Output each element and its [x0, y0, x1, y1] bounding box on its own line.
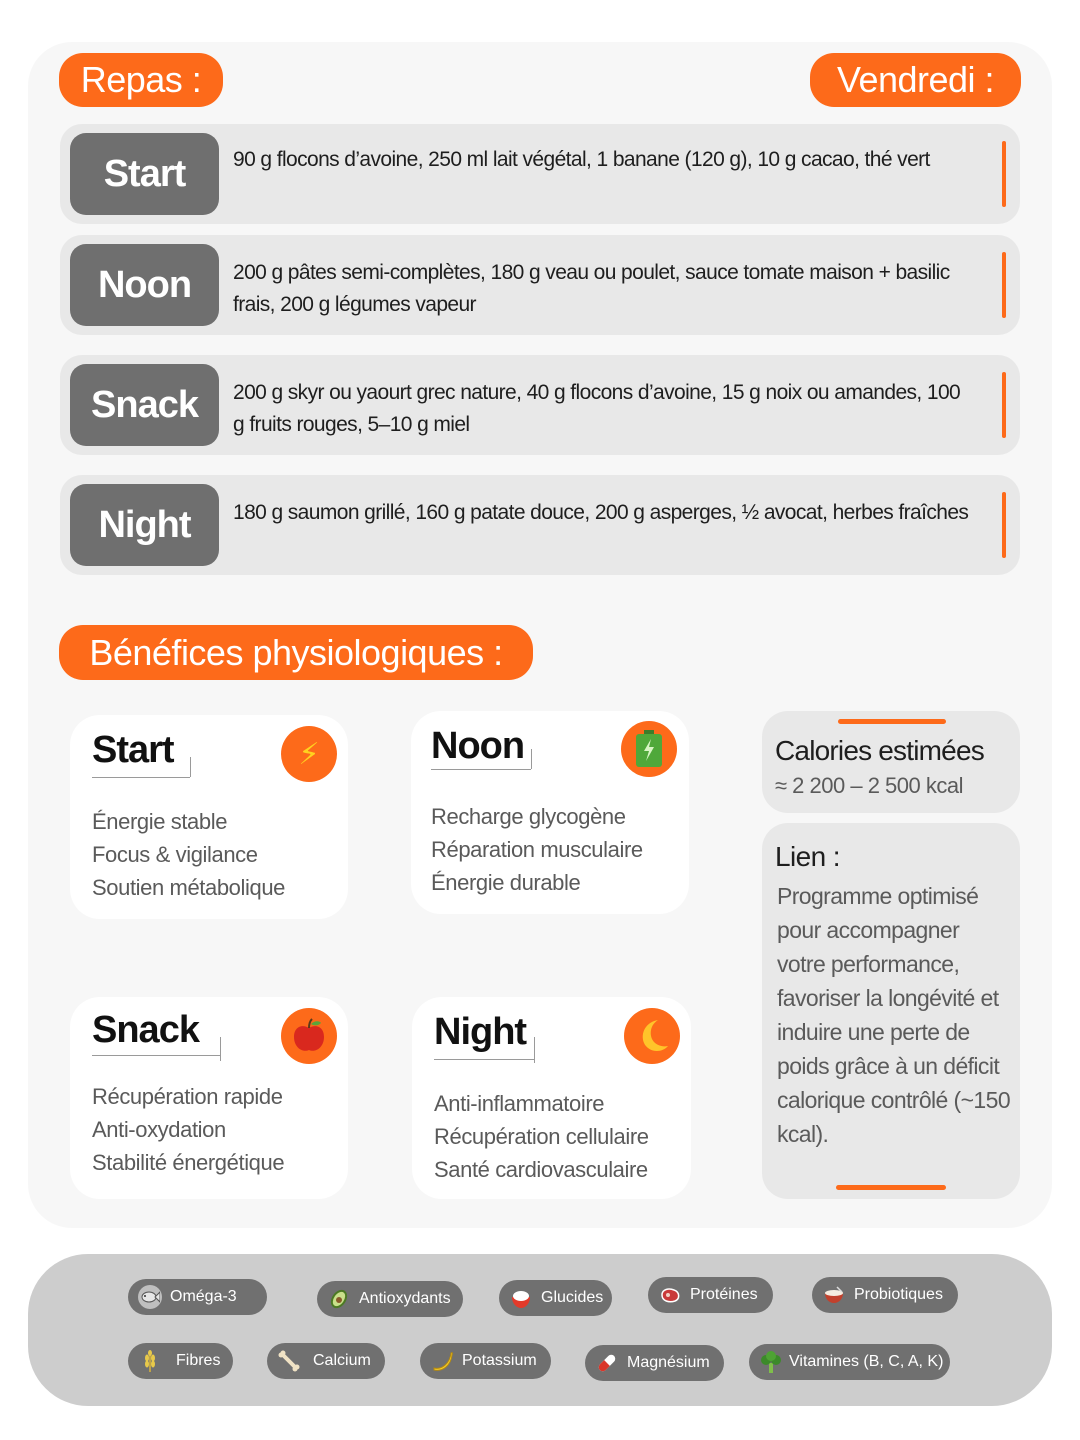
- benefit-title: Night: [434, 1011, 527, 1053]
- benefit-list: [434, 1087, 649, 1186]
- benefit-card-night: [412, 997, 691, 1199]
- day-header: Vendredi :: [810, 53, 1021, 107]
- moon-icon: [624, 1008, 680, 1064]
- battery-icon: [621, 721, 677, 777]
- bone-icon: [277, 1349, 301, 1373]
- benefit-card-noon: [411, 711, 689, 914]
- meal-description: 180 g saumon grillé, 160 g patate douce, 200 g asperges, ½ avocat, herbes fraîches: [233, 501, 969, 524]
- title-underline: [92, 777, 190, 778]
- nutrient-label: Probiotiques: [854, 1286, 943, 1303]
- meat-icon: [658, 1283, 682, 1307]
- nutrient-chip-vitamines: [749, 1344, 950, 1380]
- apple-icon: [281, 1008, 337, 1064]
- nutrient-label: Glucides: [541, 1289, 604, 1306]
- title-underline: [431, 769, 531, 770]
- benefit-item: Soutien métabolique: [92, 875, 285, 900]
- title-underline-tick: [534, 1037, 535, 1063]
- nutrient-label: Fibres: [176, 1352, 221, 1369]
- nutrient-chip-proteines: [648, 1277, 773, 1313]
- lien-text: Programme optimisé pour accompagner votre performance, favoriser la longévité et induire une perte de poids grâce à un déficit calorique contrôlé (~150 kcal).: [777, 883, 1011, 1147]
- nutrient-label: Antioxydants: [359, 1290, 451, 1307]
- nutrient-label: Oméga-3: [170, 1288, 237, 1305]
- meal-label: Night: [70, 484, 219, 566]
- benefit-item: Santé cardiovasculaire: [434, 1157, 648, 1182]
- benefit-item: Focus & vigilance: [92, 842, 258, 867]
- title-underline-tick: [220, 1037, 221, 1061]
- title-underline-tick: [190, 757, 191, 777]
- benefit-item: Énergie stable: [92, 809, 228, 834]
- meal-description: 200 g skyr ou yaourt grec nature, 40 g flocons d’avoine, 15 g noix ou amandes, 100 g fruits rouges, 5–10 g miel: [233, 381, 961, 436]
- nutrient-chip-calcium: [267, 1343, 385, 1379]
- benefit-item: Énergie durable: [431, 870, 581, 895]
- wheat-icon: [138, 1349, 162, 1373]
- benefits-title: Bénéfices physiologiques :: [59, 625, 533, 680]
- benefit-item: Récupération rapide: [92, 1084, 283, 1109]
- meal-row-snack: [60, 355, 1020, 455]
- title-underline: [92, 1055, 220, 1056]
- benefit-item: Anti-inflammatoire: [434, 1091, 605, 1116]
- nutrient-chip-antioxydants: [317, 1281, 463, 1317]
- calories-title: Calories estimées: [775, 735, 984, 766]
- pill-icon: [595, 1351, 619, 1375]
- meal-row-start: [60, 124, 1020, 224]
- benefit-item: Stabilité énergétique: [92, 1150, 285, 1175]
- accent-dash: [836, 1185, 946, 1190]
- meal-label: Snack: [70, 364, 219, 446]
- benefit-item: Récupération cellulaire: [434, 1124, 649, 1149]
- nutrient-chip-fibres: [128, 1343, 233, 1379]
- lien-box: [762, 823, 1020, 1199]
- calories-box: [762, 711, 1020, 813]
- meal-label: Noon: [70, 244, 219, 326]
- nutrient-label: Calcium: [313, 1352, 371, 1369]
- banana-icon: [430, 1349, 454, 1373]
- meal-description: 200 g pâtes semi-complètes, 180 g veau ou poulet, sauce tomate maison + basilic frais, 200 g légumes vapeur: [233, 261, 950, 316]
- benefit-title: Start: [92, 729, 174, 771]
- nutrient-label: Protéines: [690, 1286, 758, 1303]
- lightning-icon: ⚡: [281, 726, 337, 782]
- bowl-icon: [822, 1283, 846, 1307]
- nutrient-chip-probiotiques: [812, 1277, 958, 1313]
- avocado-icon: [327, 1287, 351, 1311]
- nutrient-chip-magnesium: [585, 1345, 724, 1381]
- calories-value: ≈ 2 200 – 2 500 kcal: [775, 773, 963, 798]
- lien-title: Lien :: [775, 841, 840, 872]
- title-underline: [434, 1059, 534, 1060]
- meal-row-night: [60, 475, 1020, 575]
- benefit-item: Recharge glycogène: [431, 804, 626, 829]
- benefit-card-snack: [70, 997, 348, 1199]
- benefit-card-start: [70, 715, 348, 919]
- meal-label: Start: [70, 133, 219, 215]
- benefit-list: [431, 800, 643, 899]
- nutrient-chip-glucides: [499, 1280, 612, 1316]
- nutrient-label: Magnésium: [627, 1354, 710, 1371]
- accent-bar: [1002, 372, 1006, 438]
- title-underline-tick: [531, 749, 532, 769]
- benefit-list: [92, 805, 285, 904]
- repas-header: Repas :: [59, 53, 223, 107]
- meal-description: 90 g flocons d’avoine, 250 ml lait végétal, 1 banane (120 g), 10 g cacao, thé vert: [233, 148, 930, 171]
- broccoli-icon: [759, 1350, 783, 1374]
- accent-bar: [1002, 492, 1006, 558]
- benefit-item: Anti-oxydation: [92, 1117, 226, 1142]
- benefit-item: Réparation musculaire: [431, 837, 643, 862]
- nutrient-label: Vitamines (B, C, A, K): [789, 1353, 944, 1370]
- accent-bar: [1002, 252, 1006, 318]
- fish-icon: [138, 1285, 162, 1309]
- meal-row-noon: [60, 235, 1020, 335]
- nutrient-label: Potassium: [462, 1352, 537, 1369]
- benefit-list: [92, 1080, 284, 1179]
- accent-dash: [838, 719, 946, 724]
- nutrient-chip-omega3: [128, 1279, 267, 1315]
- nutrient-chip-potassium: [420, 1343, 551, 1379]
- accent-bar: [1002, 141, 1006, 207]
- rice-icon: [509, 1286, 533, 1310]
- benefit-title: Snack: [92, 1009, 199, 1051]
- benefit-title: Noon: [431, 725, 525, 767]
